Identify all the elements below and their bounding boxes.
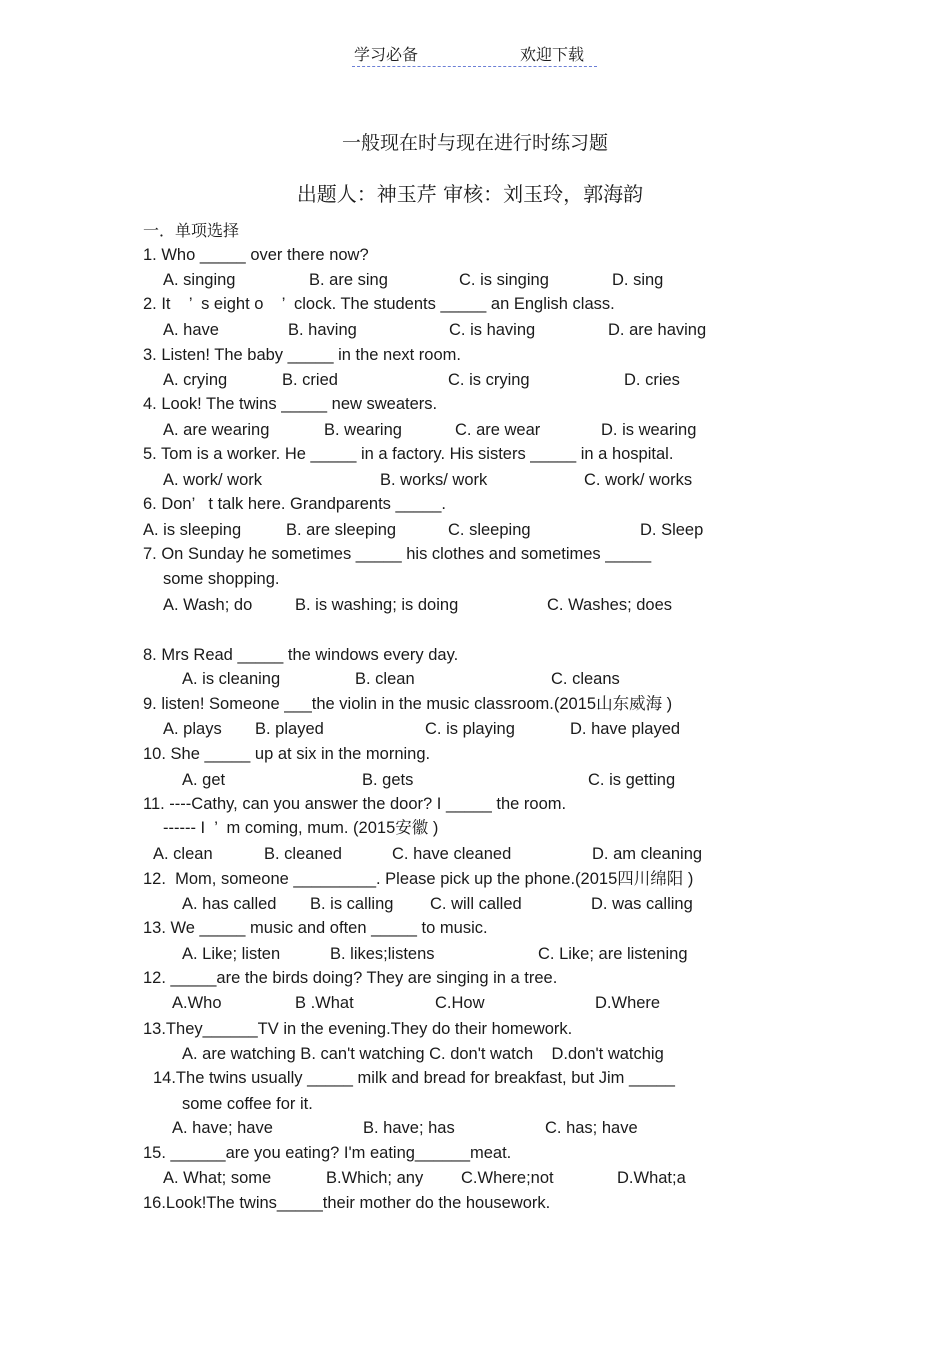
answer-option: C. is getting <box>588 771 676 789</box>
answer-option: C. has; have <box>545 1119 638 1137</box>
answer-option: D.Where <box>595 994 661 1012</box>
answer-option: D. have played <box>570 720 681 738</box>
question-line: 13.They______TV in the evening.They do their homework. <box>143 1020 573 1038</box>
answer-option: D.What;a <box>617 1169 686 1187</box>
answer-option: A. is sleeping <box>143 521 242 539</box>
answer-option: B. is calling <box>310 895 394 913</box>
question-line: 4. Look! The twins _____ new sweaters. <box>143 395 438 413</box>
answer-option: B. cried <box>282 371 338 389</box>
question-line: 6. Don’ t talk here. Grandparents _____. <box>143 495 446 513</box>
answer-option: B. played <box>255 720 324 738</box>
answer-option: A. are wearing <box>163 421 270 439</box>
answer-option: D. Sleep <box>640 521 704 539</box>
question-line: 11. ----Cathy, can you answer the door? I _____ the room. <box>143 795 567 813</box>
answer-option: B. cleaned <box>264 845 342 863</box>
question-line: A. are watching B. can't watching C. don't watch D.don't watchig <box>182 1045 664 1063</box>
answer-option: C.Where;not <box>461 1169 554 1187</box>
answer-option: A. clean <box>153 845 213 863</box>
question-line: 12. Mom, someone _________. Please pick up the phone.(2015四川绵阳 ) <box>143 870 694 888</box>
question-line: 13. We _____ music and often _____ to music. <box>143 919 488 937</box>
question-line: 9. listen! Someone ___the violin in the music classroom.(2015山东威海 ) <box>143 695 673 713</box>
answer-option: C. is having <box>449 321 536 339</box>
answer-option: B. are sing <box>309 271 388 289</box>
answer-option: C. Washes; does <box>547 596 673 614</box>
question-line: 12. _____are the birds doing? They are singing in a tree. <box>143 969 558 987</box>
answer-option: A. Wash; do <box>163 596 253 614</box>
answer-option: B .What <box>295 994 354 1012</box>
question-line: 10. She _____ up at six in the morning. <box>143 745 431 763</box>
answer-option: D. am cleaning <box>592 845 703 863</box>
answer-option: B.Which; any <box>326 1169 424 1187</box>
answer-option: A. have; have <box>172 1119 273 1137</box>
answer-option: B. wearing <box>324 421 402 439</box>
answer-option: B. have; has <box>363 1119 455 1137</box>
question-line: 7. On Sunday he sometimes _____ his clothes and sometimes _____ <box>143 545 652 563</box>
answer-option: C. is playing <box>425 720 515 738</box>
question-line: 3. Listen! The baby _____ in the next room. <box>143 346 461 364</box>
header-right: 欢迎下载 <box>520 45 585 64</box>
answer-option: D. cries <box>624 371 680 389</box>
question-line: 5. Tom is a worker. He _____ in a factory. His sisters _____ in a hospital. <box>143 445 674 463</box>
answer-option: A. is cleaning <box>182 670 281 688</box>
answer-option: A. have <box>163 321 219 339</box>
answer-option: C. cleans <box>551 670 620 688</box>
answer-option: D. sing <box>612 271 664 289</box>
question-line: 2. It ’ s eight o ’ clock. The students _____ an English class. <box>143 295 615 313</box>
question-line: some coffee for it. <box>182 1095 313 1113</box>
answer-option: C. have cleaned <box>392 845 512 863</box>
answer-option: C.How <box>435 994 485 1012</box>
question-line: 16.Look!The twins_____their mother do the housework. <box>143 1194 551 1212</box>
answer-option: D. are having <box>608 321 707 339</box>
question-line: 8. Mrs Read _____ the windows every day. <box>143 646 459 664</box>
answer-option: B. gets <box>362 771 414 789</box>
question-line: some shopping. <box>163 570 280 588</box>
page-header <box>352 40 597 67</box>
question-line: ------ I ’ m coming, mum. (2015安徽 ) <box>163 819 439 837</box>
answer-option: C. sleeping <box>448 521 531 539</box>
question-line: 14.The twins usually _____ milk and bread for breakfast, but Jim _____ <box>153 1069 675 1087</box>
section-heading: 一．单项选择 <box>143 221 240 240</box>
answer-option: A. What; some <box>163 1169 272 1187</box>
question-line: 15. ______are you eating? I'm eating______meat. <box>143 1144 512 1162</box>
answer-option: B. are sleeping <box>286 521 397 539</box>
question-line: 1. Who _____ over there now? <box>143 246 369 264</box>
answer-option: C. work/ works <box>584 471 693 489</box>
answer-option: B. having <box>288 321 357 339</box>
author-line: 出题人：神玉芹 审核：刘玉玲，郭海韵 <box>296 182 644 206</box>
answer-option: A. has called <box>182 895 277 913</box>
answer-option: B. clean <box>355 670 415 688</box>
answer-option: A. crying <box>163 371 228 389</box>
page-title: 一般现在时与现在进行时练习题 <box>341 132 608 154</box>
answer-option: C. will called <box>430 895 522 913</box>
answer-option: D. is wearing <box>601 421 697 439</box>
answer-option: A. singing <box>163 271 236 289</box>
answer-option: B. works/ work <box>380 471 488 489</box>
answer-option: D. was calling <box>591 895 693 913</box>
header-left: 学习必备 <box>354 45 419 64</box>
answer-option: A. plays <box>163 720 222 738</box>
answer-option: A. Like; listen <box>182 945 281 963</box>
answer-option: C. Like; are listening <box>538 945 688 963</box>
answer-option: C. is crying <box>448 371 530 389</box>
answer-option: A. work/ work <box>163 471 263 489</box>
answer-option: C. is singing <box>459 271 549 289</box>
answer-option: B. likes;listens <box>330 945 435 963</box>
answer-option: B. is washing; is doing <box>295 596 459 614</box>
answer-option: C. are wear <box>455 421 541 439</box>
answer-option: A. get <box>182 771 226 789</box>
answer-option: A.Who <box>172 994 222 1012</box>
